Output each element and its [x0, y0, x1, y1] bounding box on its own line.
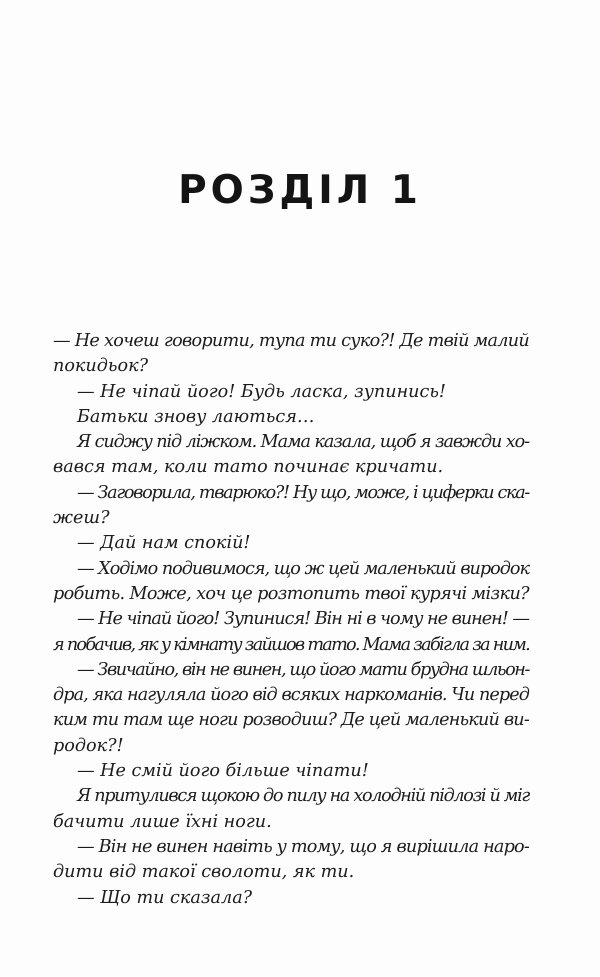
text-line: — Дай нам спокій! — [77, 533, 251, 554]
text-line: — Що ти сказала? — [77, 887, 253, 908]
text-line: — Заговорила, тварюко?! Ну що, може, і циферки ска- — [77, 482, 529, 503]
text-line: Я сиджу під ліжком. Мама казала, щоб я завжди хо- — [77, 432, 529, 453]
text-line: покидьок? — [53, 356, 149, 377]
text-line: — Не смій його більше чіпати! — [77, 761, 369, 782]
text-line: — Він не винен навіть у тому, що я вирішила наро- — [77, 836, 529, 857]
text-line: — Не чіпай його! Зупинися! Він ні в чому не винен! — — [77, 609, 529, 630]
text-line: Я притулився щокою до пилу на холодній підлозі й міг — [77, 786, 529, 807]
text-line: — Звичайно, він не винен, що його мати брудна шльон- — [77, 659, 529, 680]
text-line: дити від такої сволоти, як ти. — [53, 862, 355, 883]
text-line: — Не хочеш говорити, тупа ти суко?! Де твій малий — [53, 331, 529, 351]
text-line: Батьки знову лаються… — [77, 406, 315, 427]
text-line: я побачив, як у кімнату зайшов тато. Мама забігла за ним. — [53, 634, 529, 655]
text-line: жеш? — [53, 508, 110, 529]
chapter-title: РОЗДІЛ 1 — [178, 168, 422, 213]
chapter-body-text — [53, 329, 529, 911]
text-line: бачити лише їхні ноги. — [53, 811, 272, 832]
text-line: родок?! — [53, 735, 124, 756]
text-line: — Ходімо подивимося, що ж цей маленький виродок — [77, 558, 529, 579]
text-line: — Не чіпай його! Будь ласка, зупинись! — [77, 381, 446, 402]
text-line: ким ти там ще ноги розводиш? Де цей маленький ви- — [53, 710, 529, 731]
text-line: дра, яка нагуляла його від всяких наркоманів. Чи перед — [53, 685, 529, 706]
text-line: вався там, коли тато починає кричати. — [53, 457, 444, 478]
text-line: робить. Може, хоч це розтопить твої курячі мізки? — [53, 583, 529, 604]
